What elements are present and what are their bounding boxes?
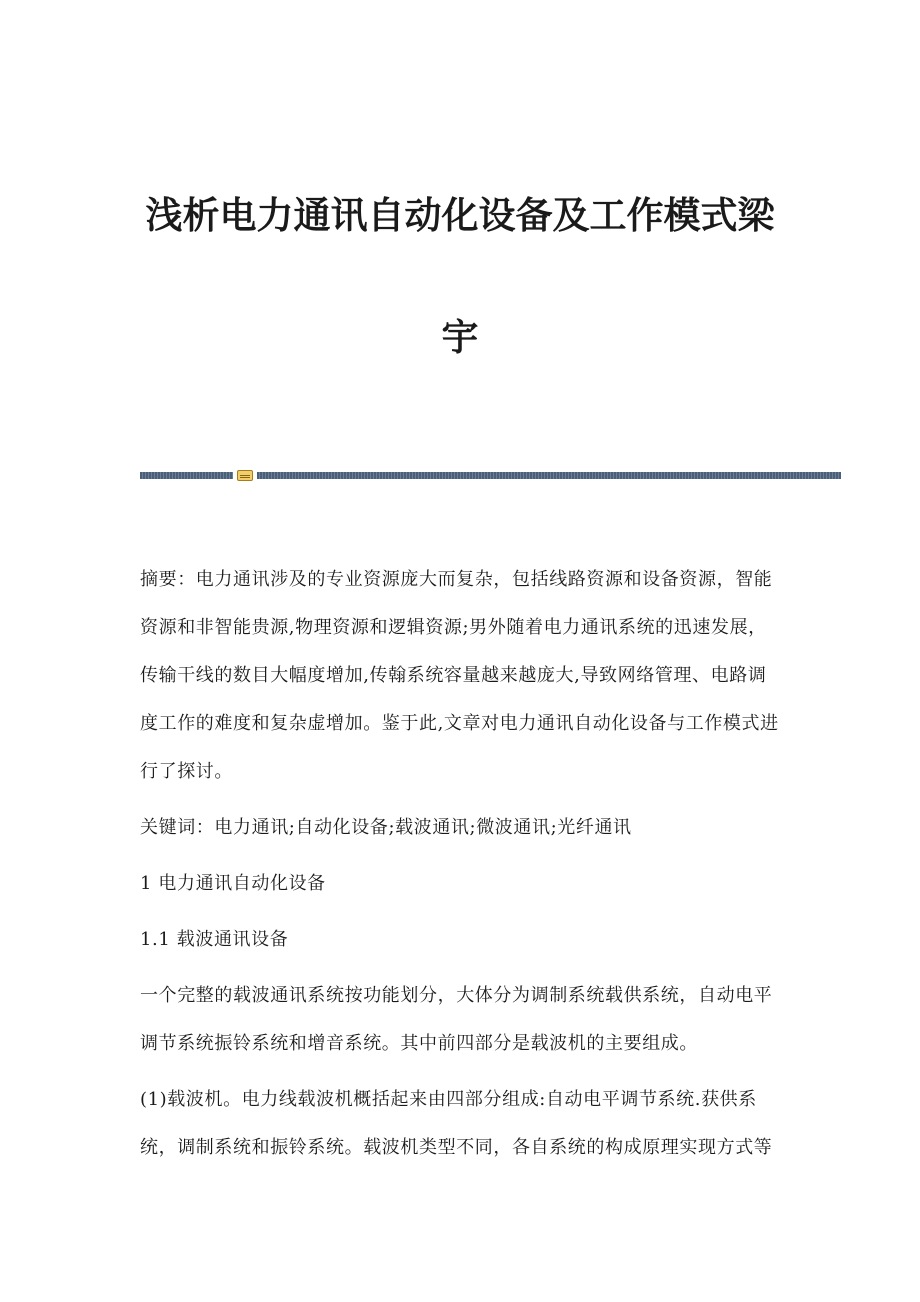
document-title-line-2: 宇 <box>441 316 479 359</box>
abstract-line: 摘要：电力通讯涉及的专业资源庞大而复杂，包括线路资源和设备资源，智能 <box>140 569 773 590</box>
paragraph-line: 统，调制系统和振铃系统。载波机类型不同，各自系统的构成原理实现方式等 <box>140 1137 773 1158</box>
divider-ornament-icon <box>237 470 253 481</box>
paragraph-line: 调节系统振铃系统和增音系统。其中前四部分是载波机的主要组成。 <box>140 1033 698 1054</box>
abstract-line: 行了探讨。 <box>140 761 233 782</box>
section-heading-1: 1 电力通讯自动化设备 <box>140 873 326 894</box>
title-divider <box>140 470 841 480</box>
paragraph-line: 一个完整的载波通讯系统按功能划分，大体分为调制系统载供系统，自动电平 <box>140 985 773 1006</box>
divider-bar-right <box>257 472 841 479</box>
keywords-line: 关键词：电力通讯;自动化设备;载波通讯;微波通讯;光纤通讯 <box>140 817 632 838</box>
abstract-line: 传输干线的数目大幅度增加,传翰系统容量越来越庞大,导致网络管理、电路调 <box>140 665 767 686</box>
divider-bar-left <box>140 472 233 479</box>
abstract-line: 资源和非智能贵源,物理资源和逻辑资源;男外随着电力通讯系统的迅速发展， <box>140 617 767 638</box>
document-title-line-1: 浅析电力通讯自动化设备及工作模式梁 <box>145 194 775 237</box>
abstract-line: 度工作的难度和复杂虚增加。鉴于此,文章对电力通讯自动化设备与工作模式进 <box>140 713 779 734</box>
paragraph-line: (1)载波机。电力线载波机概括起来由四部分组成:自动电平调节系统.获供系 <box>140 1089 757 1110</box>
section-heading-1-1: 1.1 载波通讯设备 <box>140 929 289 950</box>
